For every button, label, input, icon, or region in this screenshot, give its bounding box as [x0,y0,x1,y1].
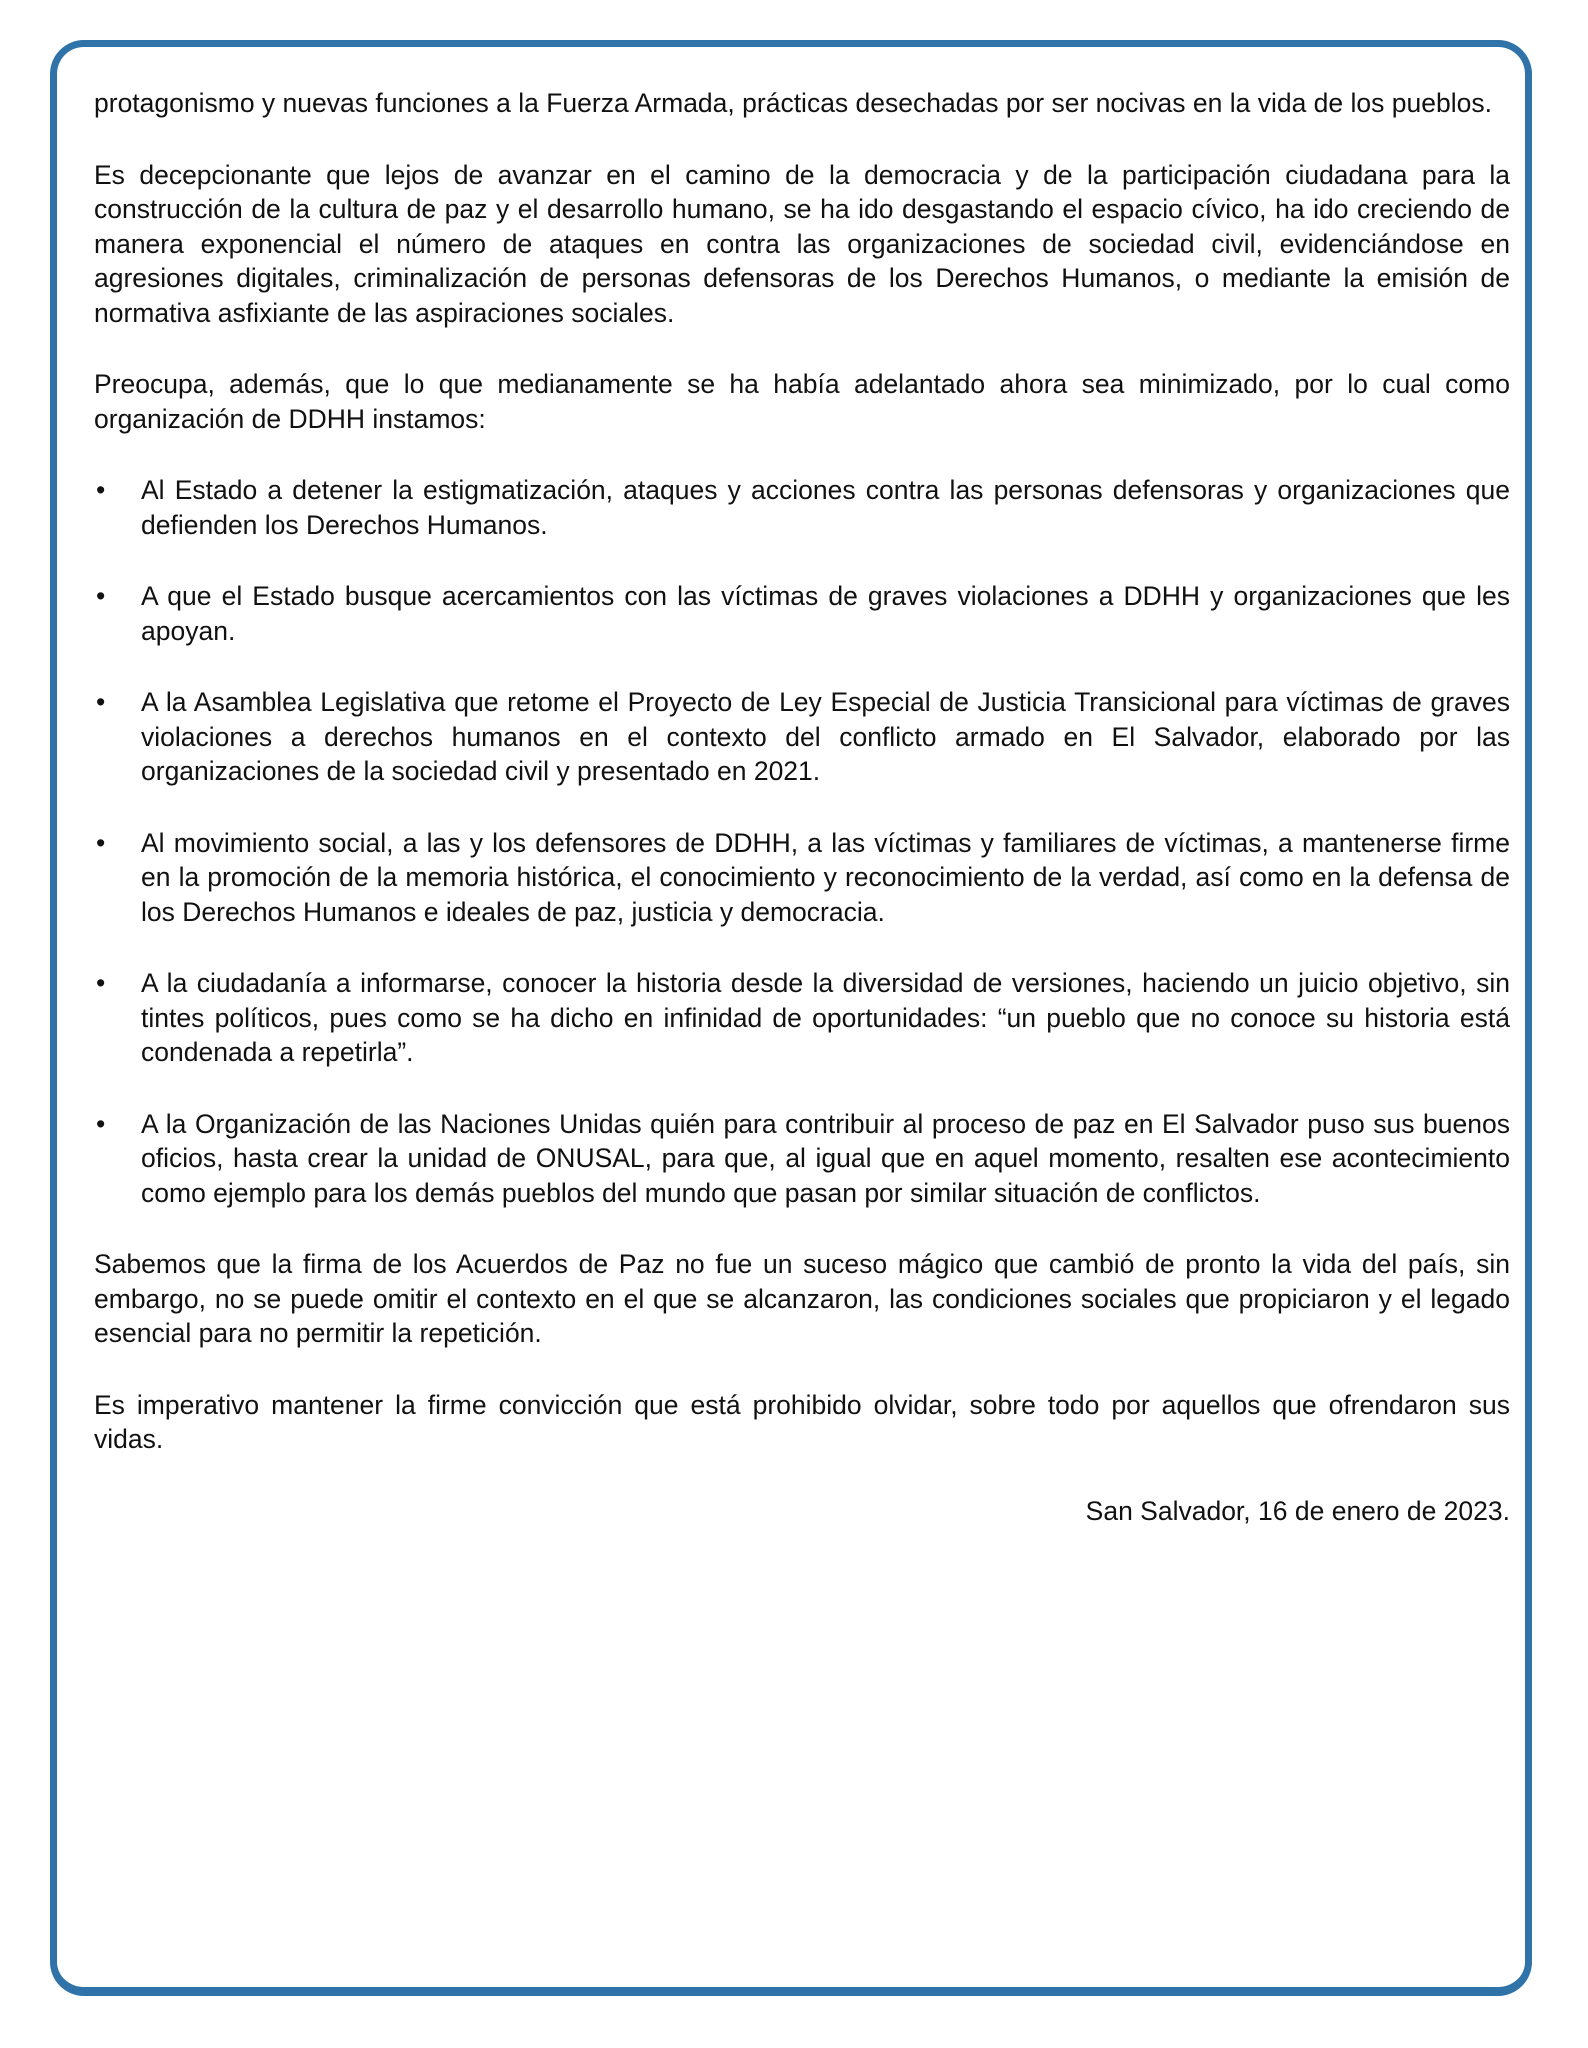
list-item-text: A la ciudadanía a informarse, conocer la historia desde la diversidad de versiones, haciendo un juicio objetivo, sin tintes políticos, pues como se ha dicho en infinidad de oportunidades: “un pueblo que no conoce su historia está condenada a repetirla”. [141,968,1510,1067]
bullet-icon: • [96,581,106,611]
bullet-icon: • [96,968,106,998]
place-date-signoff: San Salvador, 16 de enero de 2023. [1085,1495,1510,1526]
list-item [94,1107,1510,1211]
list-item [94,826,1510,930]
paragraph-conclusion: Es imperativo mantener la firme convicción que está prohibido olvidar, sobre todo por aquellos que ofrendaron sus vidas. [94,1389,1510,1454]
list-item [94,473,1510,542]
paragraph-call-to-action: Preocupa, además, que lo que medianamente se ha había adelantado ahora sea minimizado, por lo cual como organización de DDHH instamos: [94,369,1510,434]
bullet-icon: • [96,827,106,858]
demands-list [94,473,1510,1210]
bullet-icon: • [96,687,106,717]
list-item [94,966,1510,1070]
bullet-icon: • [96,1108,106,1139]
list-item [94,579,1510,648]
paragraph-civic-space: Es decepcionante que lejos de avanzar en el camino de la democracia y de la participación ciudadana para la construcción de la cultura de paz y el desarrollo humano, se ha ido desgastando el espacio cívico, ha ido creciendo de manera exponencial el número de ataques en contra las organizaciones de sociedad civil, evidenciándose en agresiones digitales, criminalización de personas defensoras de los Derechos Humanos, o mediante la emisión de normativa asfixiante de las aspiraciones sociales. [94,159,1510,328]
list-item-text: A la Organización de las Naciones Unidas quién para contribuir al proceso de paz en El Salvador puso sus buenos oficios, hasta crear la unidad de ONUSAL, para que, al igual que en aquel momento, resalten ese acontecimiento como ejemplo para los demás pueblos del mundo que pasan por similar situación de conflictos. [141,1108,1510,1208]
list-item-text: Al movimiento social, a las y los defensores de DDHH, a las víctimas y familiares de víctimas, a mantenerse firme en la promoción de la memoria histórica, el conocimiento y reconocimiento de la verdad, así como en la defensa de los Derechos Humanos e ideales de paz, justicia y democracia. [141,827,1510,927]
list-item [94,685,1510,789]
list-item-text: A la Asamblea Legislativa que retome el Proyecto de Ley Especial de Justicia Transicional para víctimas de graves violaciones a derechos humanos en el contexto del conflicto armado en El Salvador, elaborado por las organizaciones de la sociedad civil y presentado en 2021. [141,687,1510,786]
bullet-icon: • [96,475,106,505]
document-body [94,86,1510,1565]
paragraph-intro-continuation: protagonismo y nuevas funciones a la Fuerza Armada, prácticas desechadas por ser nocivas en la vida de los pueblos. [94,88,1492,118]
list-item-text: A que el Estado busque acercamientos con las víctimas de graves violaciones a DDHH y organizaciones que les apoyan. [141,581,1510,646]
list-item-text: Al Estado a detener la estigmatización, ataques y acciones contra las personas defensoras y organizaciones que defienden los Derechos Humanos. [141,475,1510,540]
paragraph-peace-accords: Sabemos que la firma de los Acuerdos de Paz no fue un suceso mágico que cambió de pronto la vida del país, sin embargo, no se puede omitir el contexto en el que se alcanzaron, las condiciones sociales que propiciaron y el legado esencial para no permitir la repetición. [94,1249,1510,1348]
